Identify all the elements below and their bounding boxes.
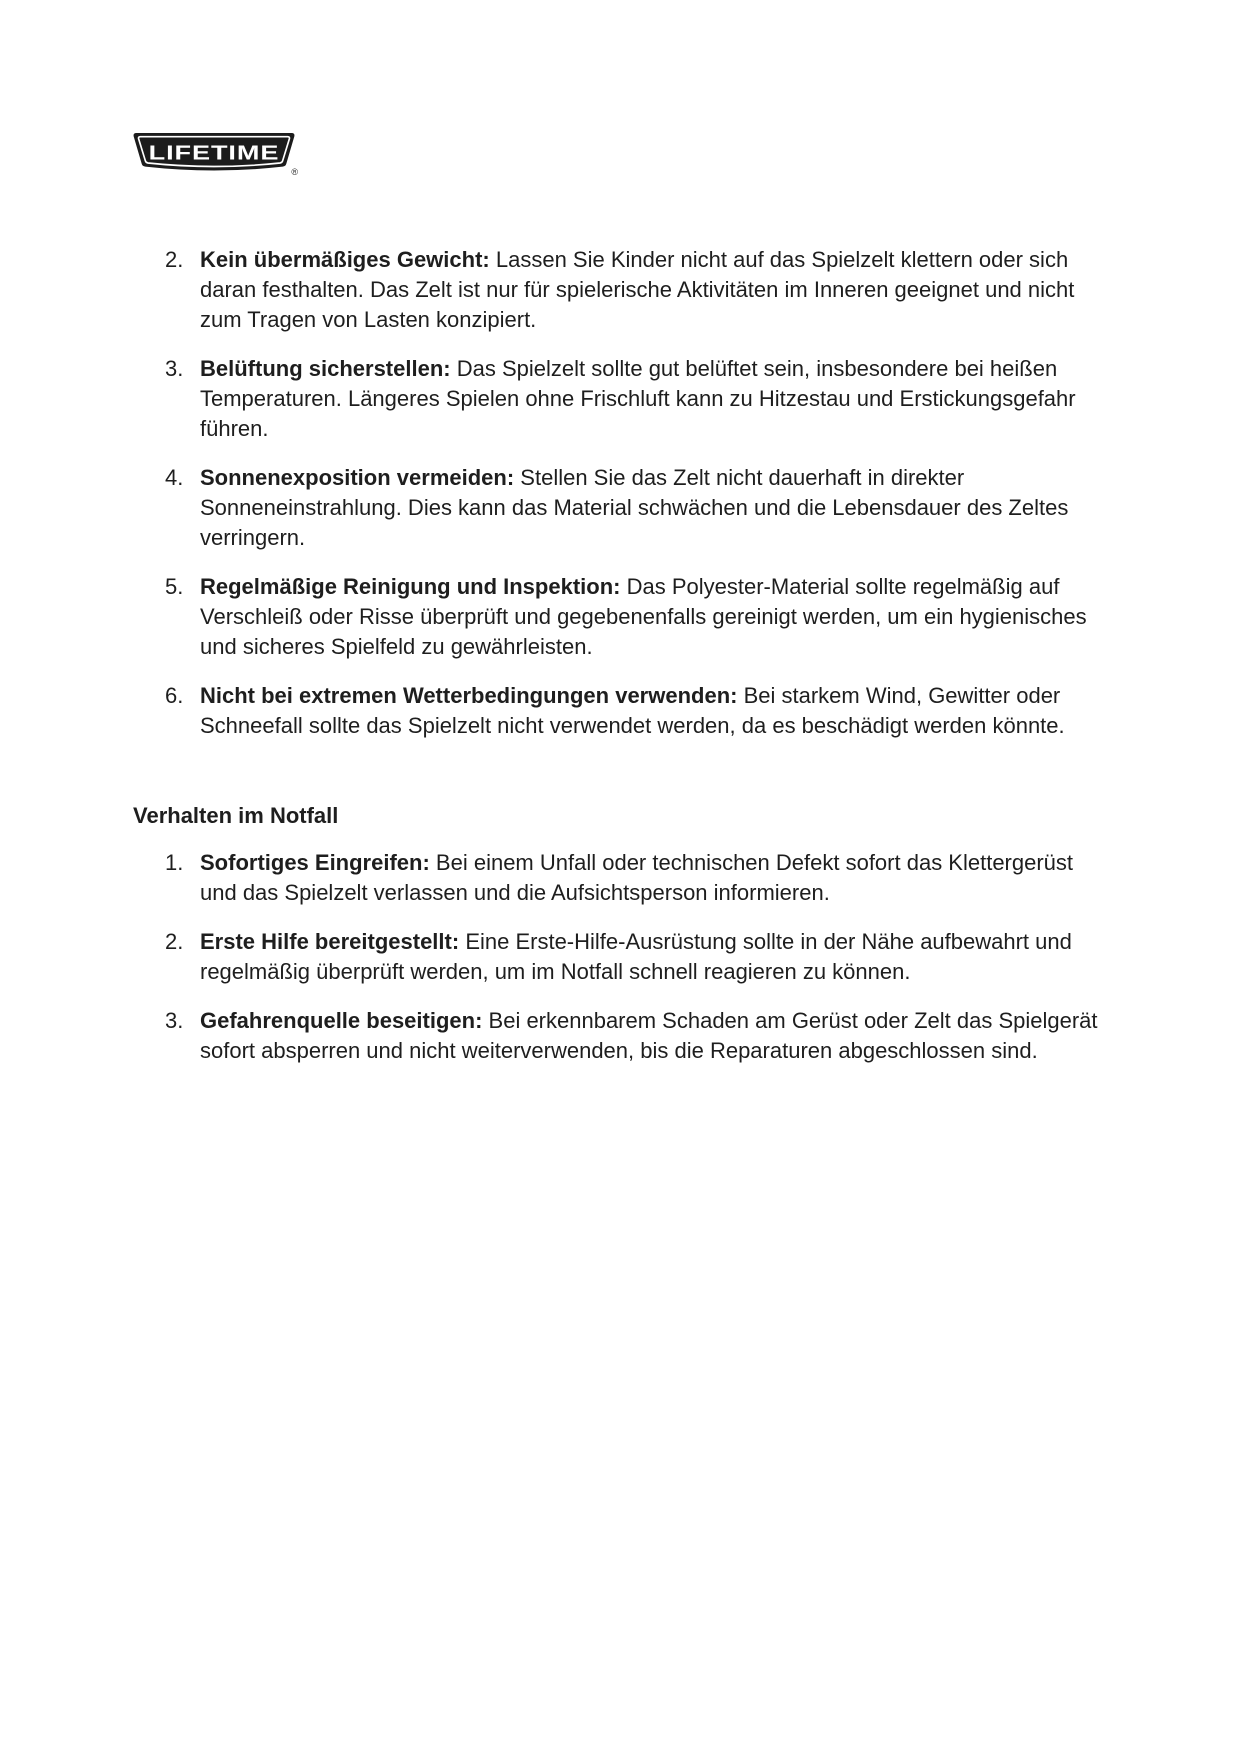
emergency-instructions-list — [133, 848, 1107, 1066]
list-item-text: Das Polyester-Material sollte regelmäßig auf Verschleiß oder Risse überprüft und gegebenenfalls gereinigt werden, um ein hygienisches und sicheres Spielfeld zu gewährleisten. — [200, 574, 1087, 659]
list-item-label: Belüftung sicherstellen: — [200, 356, 451, 381]
list-item-content — [200, 572, 1107, 662]
list-item — [165, 572, 1107, 662]
list-item-content — [200, 927, 1107, 987]
list-number: 2. — [165, 929, 184, 954]
list-number: 6. — [165, 683, 184, 708]
list-item-text: Bei starkem Wind, Gewitter oder Schneefall sollte das Spielzelt nicht verwendet werden, da es beschädigt werden könnte. — [200, 683, 1065, 738]
lifetime-logo — [133, 131, 298, 177]
section-heading-verhalten-im-notfall: Verhalten im Notfall — [133, 803, 339, 828]
list-item-content — [200, 848, 1107, 908]
list-item-label: Sofortiges Eingreifen: — [200, 850, 430, 875]
list-item-text: Das Spielzelt sollte gut belüftet sein, insbesondere bei heißen Temperaturen. Längeres Spielen ohne Frischluft kann zu Hitzestau und Erstickungsgefahr führen. — [200, 356, 1076, 441]
list-item-label: Sonnenexposition vermeiden: — [200, 465, 515, 490]
list-item — [165, 848, 1107, 908]
list-item-label: Erste Hilfe bereitgestellt: — [200, 929, 460, 954]
list-item-label: Regelmäßige Reinigung und Inspektion: — [200, 574, 621, 599]
list-item — [165, 927, 1107, 987]
list-item — [165, 1006, 1107, 1066]
list-item-content — [200, 354, 1107, 444]
list-number: 5. — [165, 574, 184, 599]
list-item-label: Nicht bei extremen Wetterbedingungen verwenden: — [200, 683, 738, 708]
list-number: 3. — [165, 1008, 184, 1033]
list-item-content — [200, 1006, 1107, 1066]
registered-trademark-symbol: ® — [291, 167, 298, 177]
list-item-text: Eine Erste-Hilfe-Ausrüstung sollte in der Nähe aufbewahrt und regelmäßig überprüft werden, um im Notfall schnell reagieren zu können. — [200, 929, 1072, 984]
list-number: 1. — [165, 850, 184, 875]
list-number: 4. — [165, 465, 184, 490]
list-item — [165, 463, 1107, 553]
list-item-label: Kein übermäßiges Gewicht: — [200, 247, 490, 272]
list-number: 2. — [165, 247, 184, 272]
list-number: 3. — [165, 356, 184, 381]
lifetime-logo-badge — [133, 131, 295, 171]
list-item — [165, 354, 1107, 444]
list-item-label: Gefahrenquelle beseitigen: — [200, 1008, 483, 1033]
list-item-content — [200, 245, 1107, 335]
list-item-text: Lassen Sie Kinder nicht auf das Spielzelt klettern oder sich daran festhalten. Das Zelt ist nur für spielerische Aktivitäten im Inneren geeignet und nicht zum Tragen von Lasten konzipiert. — [200, 247, 1075, 332]
list-item — [165, 245, 1107, 335]
list-item-content — [200, 681, 1107, 741]
list-item-text: Bei einem Unfall oder technischen Defekt sofort das Klettergerüst und das Spielzelt verlassen und die Aufsichtsperson informieren. — [200, 850, 1074, 905]
list-item-text: Bei erkennbarem Schaden am Gerüst oder Zelt das Spielgerät sofort absperren und nicht weiterverwenden, bis die Reparaturen abgeschlossen sind. — [200, 1008, 1098, 1063]
safety-instructions-list — [133, 245, 1107, 741]
logo-wordmark: LIFETIME — [148, 142, 280, 165]
list-item — [165, 681, 1107, 741]
list-item-text: Stellen Sie das Zelt nicht dauerhaft in direkter Sonneneinstrahlung. Dies kann das Material schwächen und die Lebensdauer des Zeltes verringern. — [200, 465, 1069, 550]
list-item-content — [200, 463, 1107, 553]
